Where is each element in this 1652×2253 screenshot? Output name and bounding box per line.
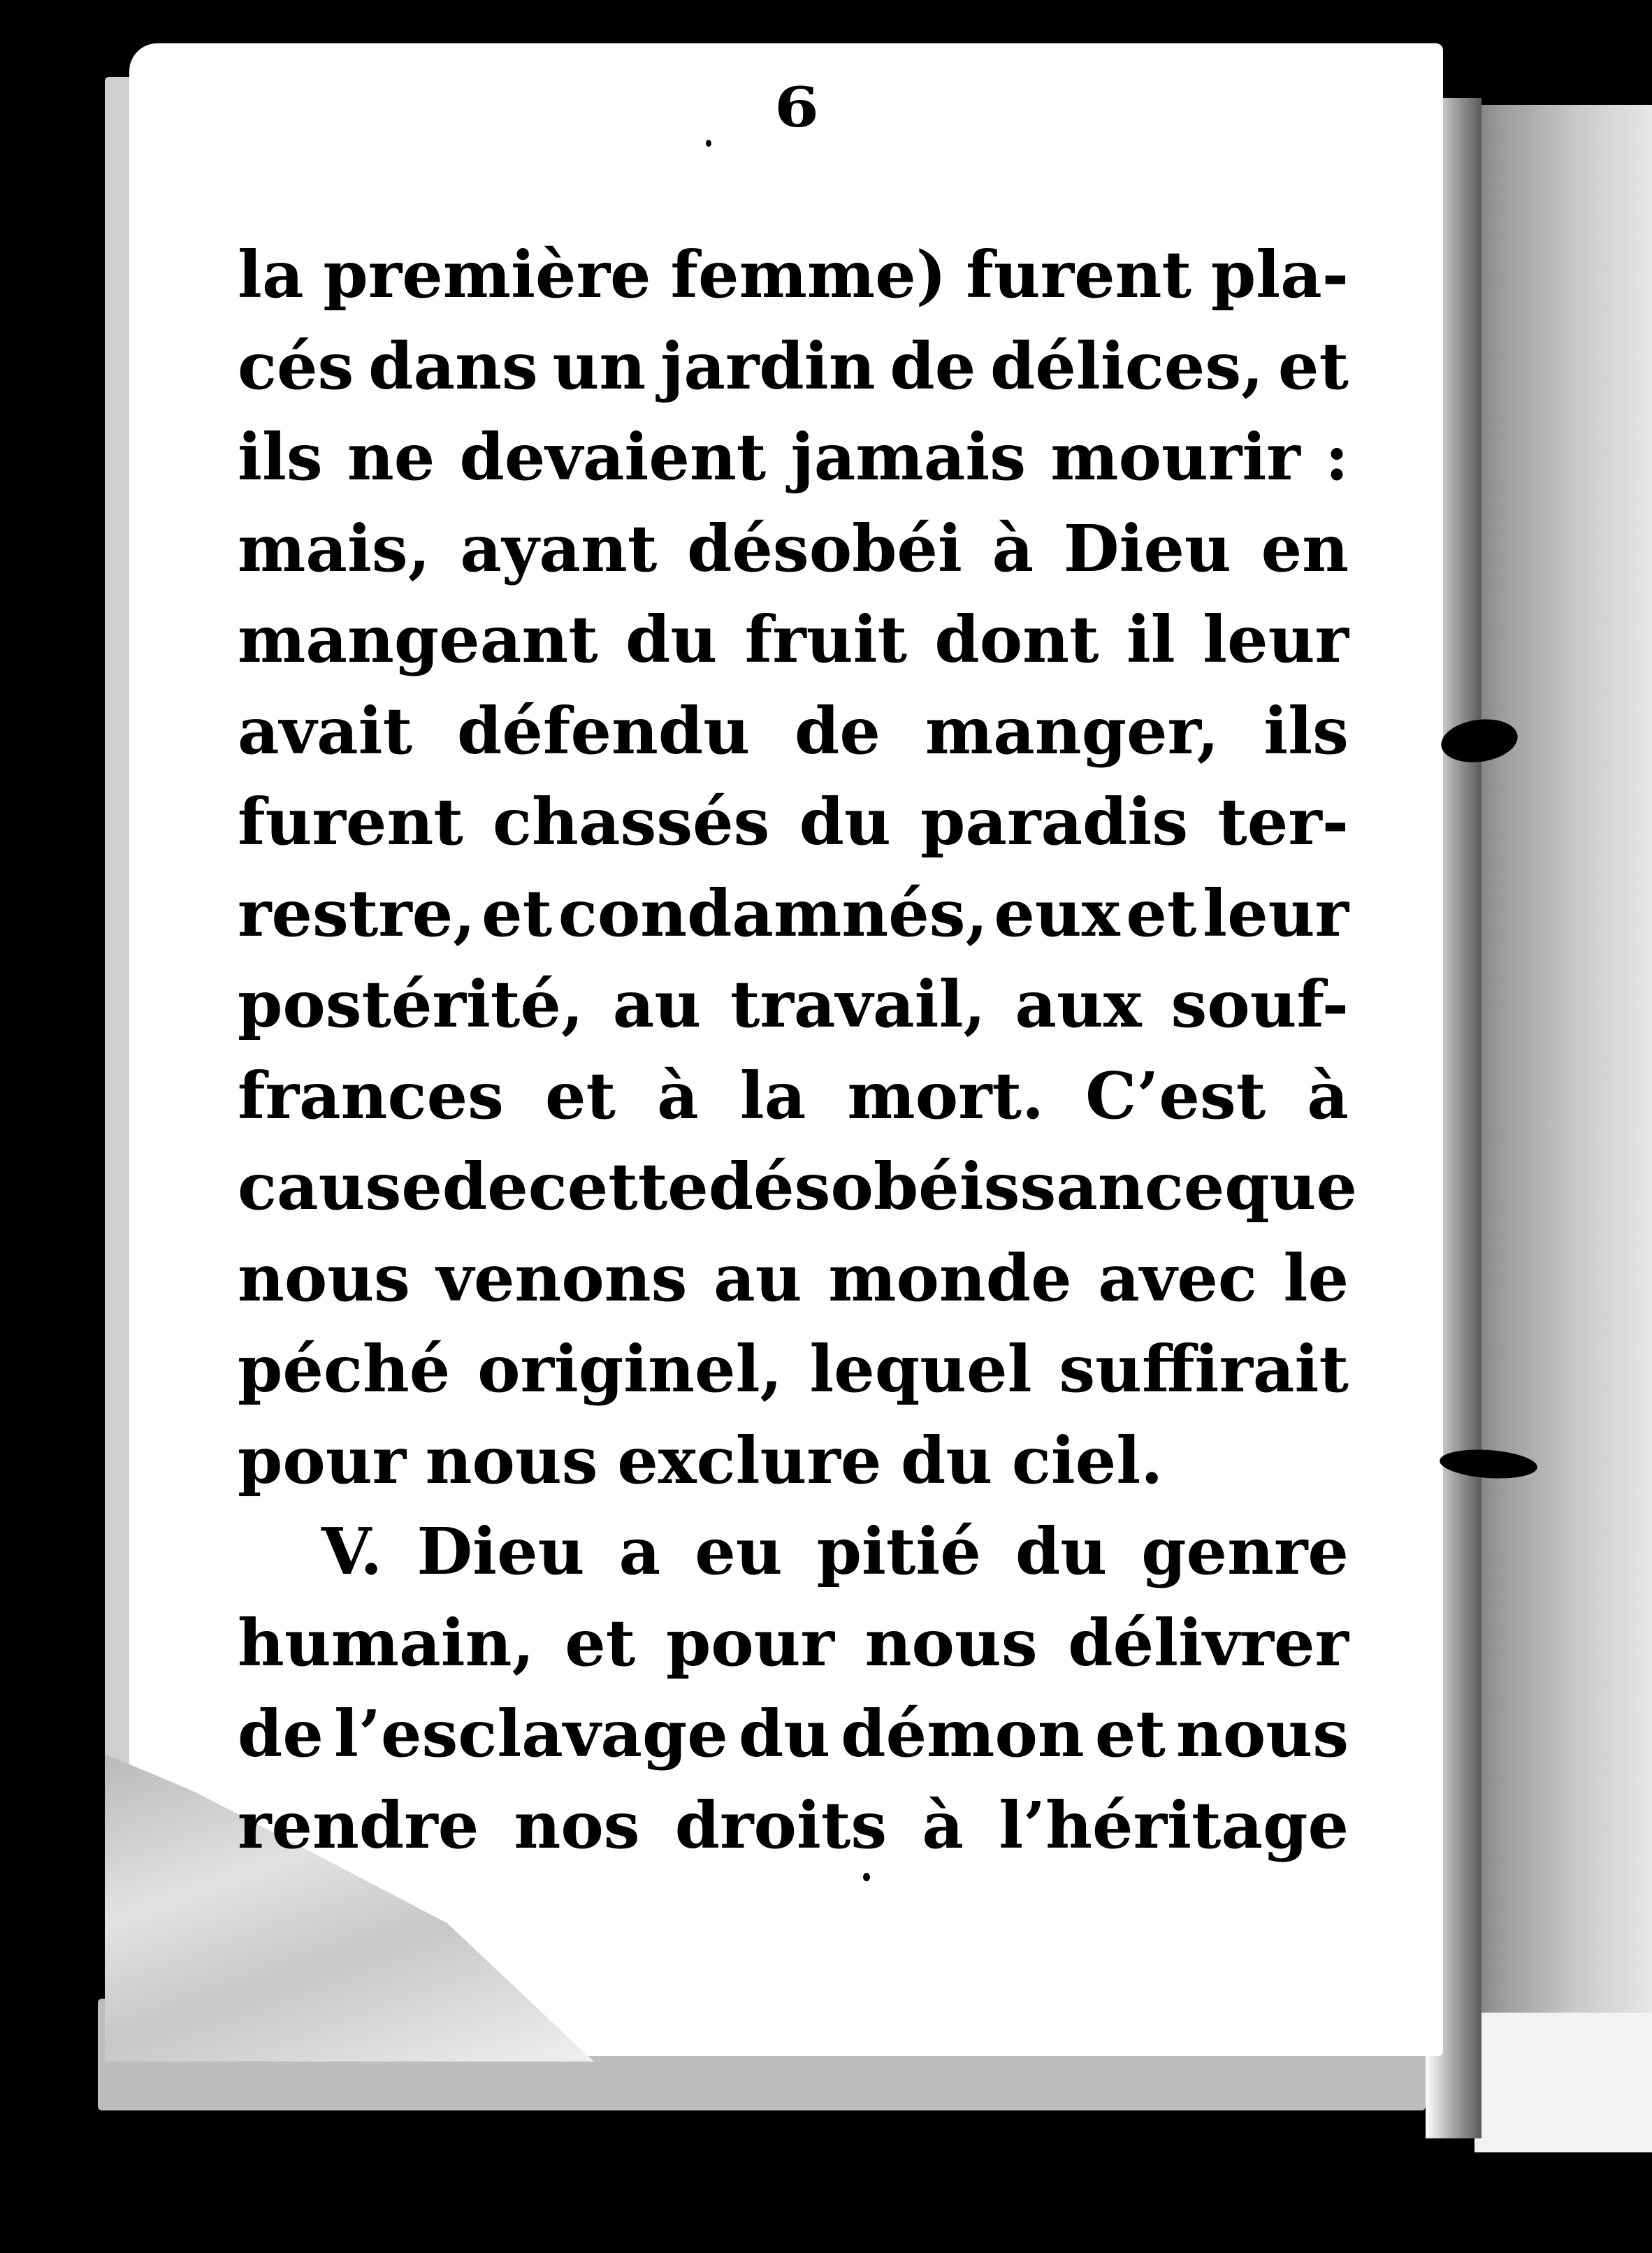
text-line	[238, 1415, 1349, 1507]
text-word: Dieu	[416, 1514, 585, 1589]
text-word: en	[1261, 510, 1349, 586]
text-word: originel,	[477, 1331, 783, 1407]
text-word: furent	[238, 784, 463, 860]
text-word: eux	[994, 875, 1120, 951]
text-word: et	[1277, 328, 1349, 404]
text-word: à	[992, 510, 1034, 586]
text-word: nous	[1176, 1696, 1349, 1772]
text-word: démon	[841, 1696, 1085, 1772]
text-word: du	[738, 1696, 831, 1772]
text-word: et	[481, 875, 553, 951]
text-word: pitié	[816, 1514, 981, 1589]
text-word: travail,	[730, 966, 986, 1042]
text-word: furent	[966, 237, 1192, 312]
text-word: devaient	[459, 419, 767, 495]
text-line	[238, 776, 1349, 868]
text-line	[238, 686, 1349, 777]
text-word: rendre	[238, 1787, 479, 1863]
text-word: défendu	[457, 693, 751, 769]
text-line	[238, 1506, 1349, 1598]
text-word: au	[713, 1240, 802, 1316]
text-word: droits	[674, 1787, 887, 1863]
text-line	[238, 503, 1349, 595]
text-word: ils	[1263, 693, 1349, 769]
text-word: ter-	[1217, 784, 1349, 860]
text-word: avait	[238, 693, 413, 769]
text-word: péché	[238, 1331, 451, 1407]
text-word: condamnés,	[558, 875, 988, 951]
text-word: et	[544, 1057, 616, 1133]
text-word: nos	[514, 1787, 640, 1863]
ink-speck	[587, 2110, 593, 2117]
page-text	[238, 229, 1358, 1871]
adjacent-page	[1461, 105, 1652, 2131]
text-word: monde	[828, 1240, 1072, 1316]
text-word: l’esclavage	[334, 1696, 728, 1772]
text-word: V.	[321, 1514, 383, 1589]
text-word: la	[238, 237, 304, 312]
text-word: mourir	[1050, 419, 1300, 495]
text-word: cette	[528, 1149, 709, 1224]
text-line	[238, 412, 1349, 503]
text-word: de	[795, 693, 881, 769]
text-line	[238, 1598, 1349, 1689]
text-word: paradis	[920, 784, 1189, 860]
text-word: souf-	[1171, 966, 1349, 1042]
text-line	[238, 1050, 1349, 1142]
text-word: il	[1126, 602, 1175, 677]
text-word: exclure	[617, 1422, 882, 1498]
text-word: cause	[238, 1149, 442, 1224]
text-line	[238, 1780, 1349, 1871]
text-word: jardin	[660, 328, 876, 404]
text-line	[238, 229, 1349, 321]
text-word: femme)	[670, 237, 947, 312]
text-word: :	[1324, 419, 1349, 495]
text-word: de	[238, 1696, 324, 1772]
text-word: de	[442, 1149, 528, 1224]
text-word: du	[625, 602, 718, 677]
text-word: chassés	[493, 784, 770, 860]
text-word: du	[901, 1422, 993, 1498]
text-word: du	[1015, 1514, 1108, 1589]
text-word: mangeant	[238, 602, 598, 677]
text-word: première	[323, 237, 651, 312]
text-word: de	[890, 328, 976, 404]
text-word: désobéissance	[708, 1149, 1225, 1224]
text-line	[238, 868, 1349, 959]
ink-speck	[863, 1873, 870, 1881]
text-word: ciel.	[1011, 1422, 1164, 1498]
text-word: que	[1224, 1149, 1358, 1224]
text-word: nous	[425, 1422, 598, 1498]
text-word: avec	[1098, 1240, 1257, 1316]
text-word: restre,	[238, 875, 476, 951]
text-word: genre	[1141, 1514, 1349, 1589]
text-line	[238, 1141, 1358, 1233]
text-word: et	[565, 1604, 636, 1681]
page-number: 6	[774, 75, 820, 140]
text-word: la	[739, 1057, 806, 1133]
text-word: du	[799, 784, 891, 860]
text-word: dans	[368, 328, 538, 404]
text-word: l’héritage	[999, 1787, 1349, 1863]
text-word: ne	[347, 419, 435, 495]
text-word: aux	[1015, 966, 1142, 1042]
text-word: manger,	[925, 693, 1219, 769]
text-line	[238, 321, 1349, 412]
text-line	[238, 959, 1349, 1050]
text-word: un	[552, 328, 646, 404]
text-word: mais,	[238, 510, 430, 586]
text-word: humain,	[238, 1604, 535, 1681]
text-word: désobéi	[687, 510, 962, 586]
text-word: fruit	[744, 602, 908, 677]
text-word: dont	[934, 602, 1099, 677]
text-word: et	[1094, 1696, 1166, 1772]
text-word: nous	[864, 1604, 1038, 1681]
text-word: leur	[1203, 875, 1349, 951]
text-word: venons	[436, 1240, 688, 1316]
text-word: à	[657, 1057, 699, 1133]
text-word: a	[618, 1514, 661, 1589]
text-word: à	[922, 1787, 964, 1863]
text-word: cés	[238, 328, 354, 404]
text-word: jamais	[790, 419, 1027, 495]
text-line	[238, 1324, 1349, 1415]
ink-speck	[706, 140, 711, 147]
text-line	[238, 1233, 1349, 1324]
text-word: frances	[238, 1057, 504, 1133]
text-line	[238, 1688, 1349, 1780]
text-word: C’est	[1085, 1057, 1266, 1133]
text-word: Dieu	[1063, 510, 1231, 586]
text-word: le	[1283, 1240, 1349, 1316]
text-word: et	[1126, 875, 1197, 951]
text-line	[238, 594, 1349, 686]
text-word: ils	[238, 419, 323, 495]
text-word: pla-	[1210, 237, 1349, 312]
text-word: leur	[1203, 602, 1349, 677]
text-word: eu	[695, 1514, 783, 1589]
text-word: nous	[238, 1240, 410, 1316]
text-word: au	[612, 966, 702, 1042]
text-word: délices,	[990, 328, 1264, 404]
text-word: à	[1307, 1057, 1349, 1133]
text-word: lequel	[809, 1331, 1032, 1407]
text-word: pour	[238, 1422, 407, 1498]
adjacent-page-corner	[1475, 2013, 1652, 2152]
text-word: mort.	[847, 1057, 1045, 1133]
text-word: ayant	[460, 510, 658, 586]
text-word: délivrer	[1068, 1604, 1349, 1681]
text-word: suffirait	[1059, 1331, 1349, 1407]
text-word: postérité,	[238, 966, 584, 1042]
text-word: pour	[665, 1604, 835, 1681]
